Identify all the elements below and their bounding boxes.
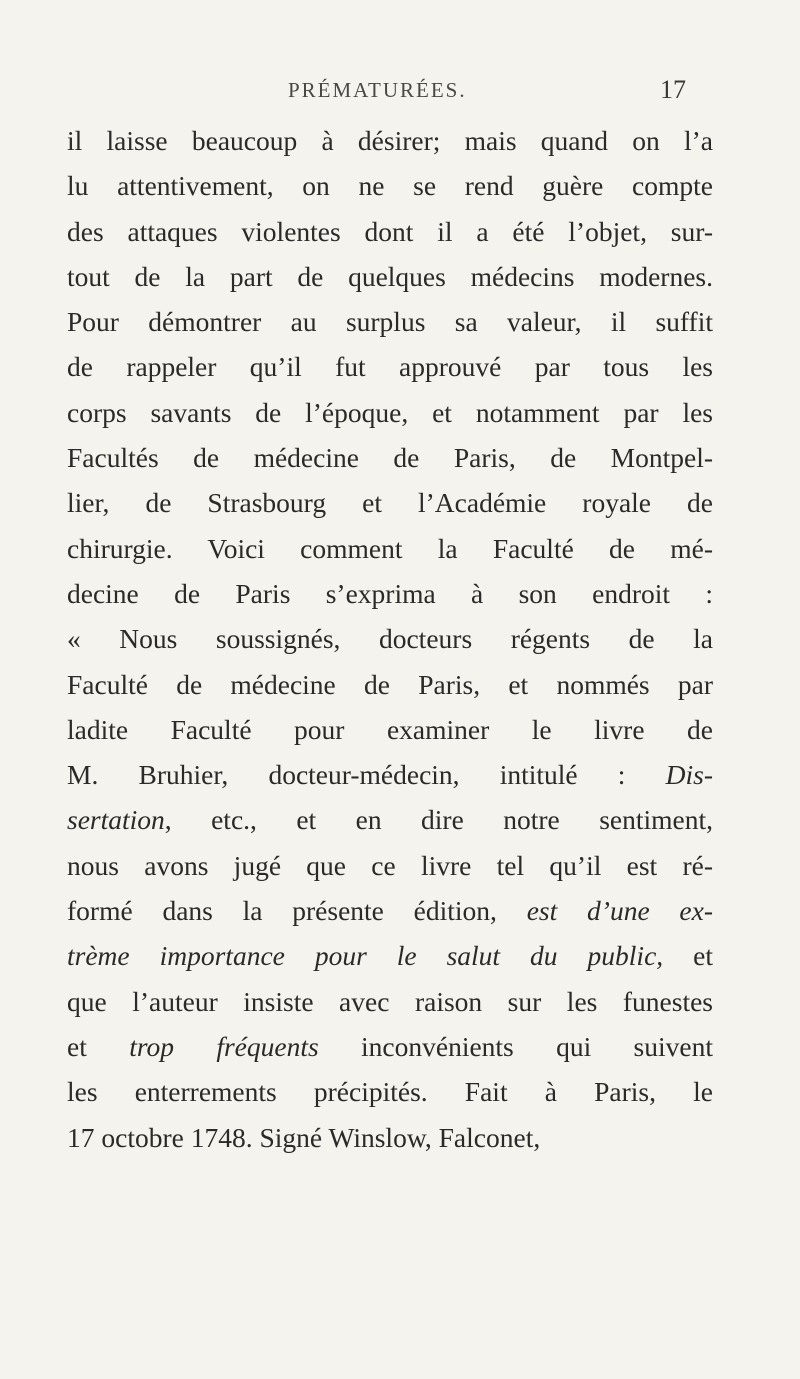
text-segment: 17 octobre 1748. Signé Winslow, Falconet,: [67, 1121, 541, 1153]
text-segment: de rappeler qu’il fut approuvé par tous les: [67, 351, 713, 383]
text-segment: « Nous soussignés, docteurs régents de la: [67, 623, 713, 655]
text-line: [67, 1024, 713, 1069]
text-segment: decine de Paris s’exprima à son endroit :: [67, 577, 713, 609]
text-line: [67, 843, 713, 888]
text-line: [67, 480, 713, 525]
text-segment: chirurgie. Voici comment la Faculté de mé-: [67, 532, 713, 564]
text-segment: formé dans la présente édition,: [67, 895, 527, 927]
text-segment: Pour démontrer au surplus sa valeur, il suffit: [67, 306, 713, 338]
text-segment: inconvénients qui suivent: [318, 1030, 713, 1062]
text-line: [67, 933, 713, 978]
text-line: [67, 571, 713, 616]
text-line: [67, 390, 713, 435]
text-line: [67, 209, 713, 254]
text-segment: et: [663, 940, 713, 972]
text-line: [67, 435, 713, 480]
text-segment: Facultés de médecine de Paris, de Montpel-: [67, 442, 713, 474]
text-segment: nous avons jugé que ce livre tel qu’il est ré-: [67, 849, 713, 881]
italic-text: trème importance pour le salut du public,: [67, 940, 664, 972]
text-line: [67, 752, 713, 797]
running-head: [0, 75, 800, 106]
italic-text: trop fréquents: [129, 1030, 319, 1062]
text-segment: corps savants de l’époque, et notamment par les: [67, 396, 713, 428]
text-segment: Faculté de médecine de Paris, et nommés par: [67, 668, 713, 700]
text-segment: lu attentivement, on ne se rend guère compte: [67, 170, 713, 202]
text-segment: les enterrements précipités. Fait à Paris, le: [67, 1076, 713, 1108]
text-segment: M. Bruhier, docteur-médecin, intitulé :: [67, 759, 666, 791]
text-segment: des attaques violentes dont il a été l’objet, sur-: [67, 215, 713, 247]
text-line: [67, 299, 713, 344]
text-line: [67, 118, 713, 163]
italic-text: Dis-: [665, 759, 713, 791]
body-text: [67, 118, 713, 1160]
text-line: [67, 979, 713, 1024]
running-title: PRÉMATURÉES.: [288, 78, 467, 102]
text-line: [67, 344, 713, 389]
text-segment: lier, de Strasbourg et l’Académie royale de: [67, 487, 713, 519]
text-line: [67, 616, 713, 661]
text-line: [67, 163, 713, 208]
text-line: [67, 1115, 713, 1160]
text-segment: , etc., et en dire notre sentiment,: [164, 804, 713, 836]
italic-text: sertation: [67, 804, 165, 836]
page-number: 17: [660, 75, 686, 104]
text-line: [67, 526, 713, 571]
text-segment: ladite Faculté pour examiner le livre de: [67, 713, 713, 745]
text-line: [67, 1069, 713, 1114]
text-segment: tout de la part de quelques médecins modernes.: [67, 260, 713, 292]
text-line: [67, 707, 713, 752]
text-line: [67, 797, 713, 842]
text-segment: il laisse beaucoup à désirer; mais quand on l’a: [67, 125, 713, 156]
text-line: [67, 662, 713, 707]
text-line: [67, 888, 713, 933]
text-line: [67, 254, 713, 299]
text-segment: que l’auteur insiste avec raison sur les funestes: [67, 985, 713, 1017]
italic-text: est d’une ex-: [526, 895, 713, 927]
text-segment: et: [67, 1030, 130, 1062]
